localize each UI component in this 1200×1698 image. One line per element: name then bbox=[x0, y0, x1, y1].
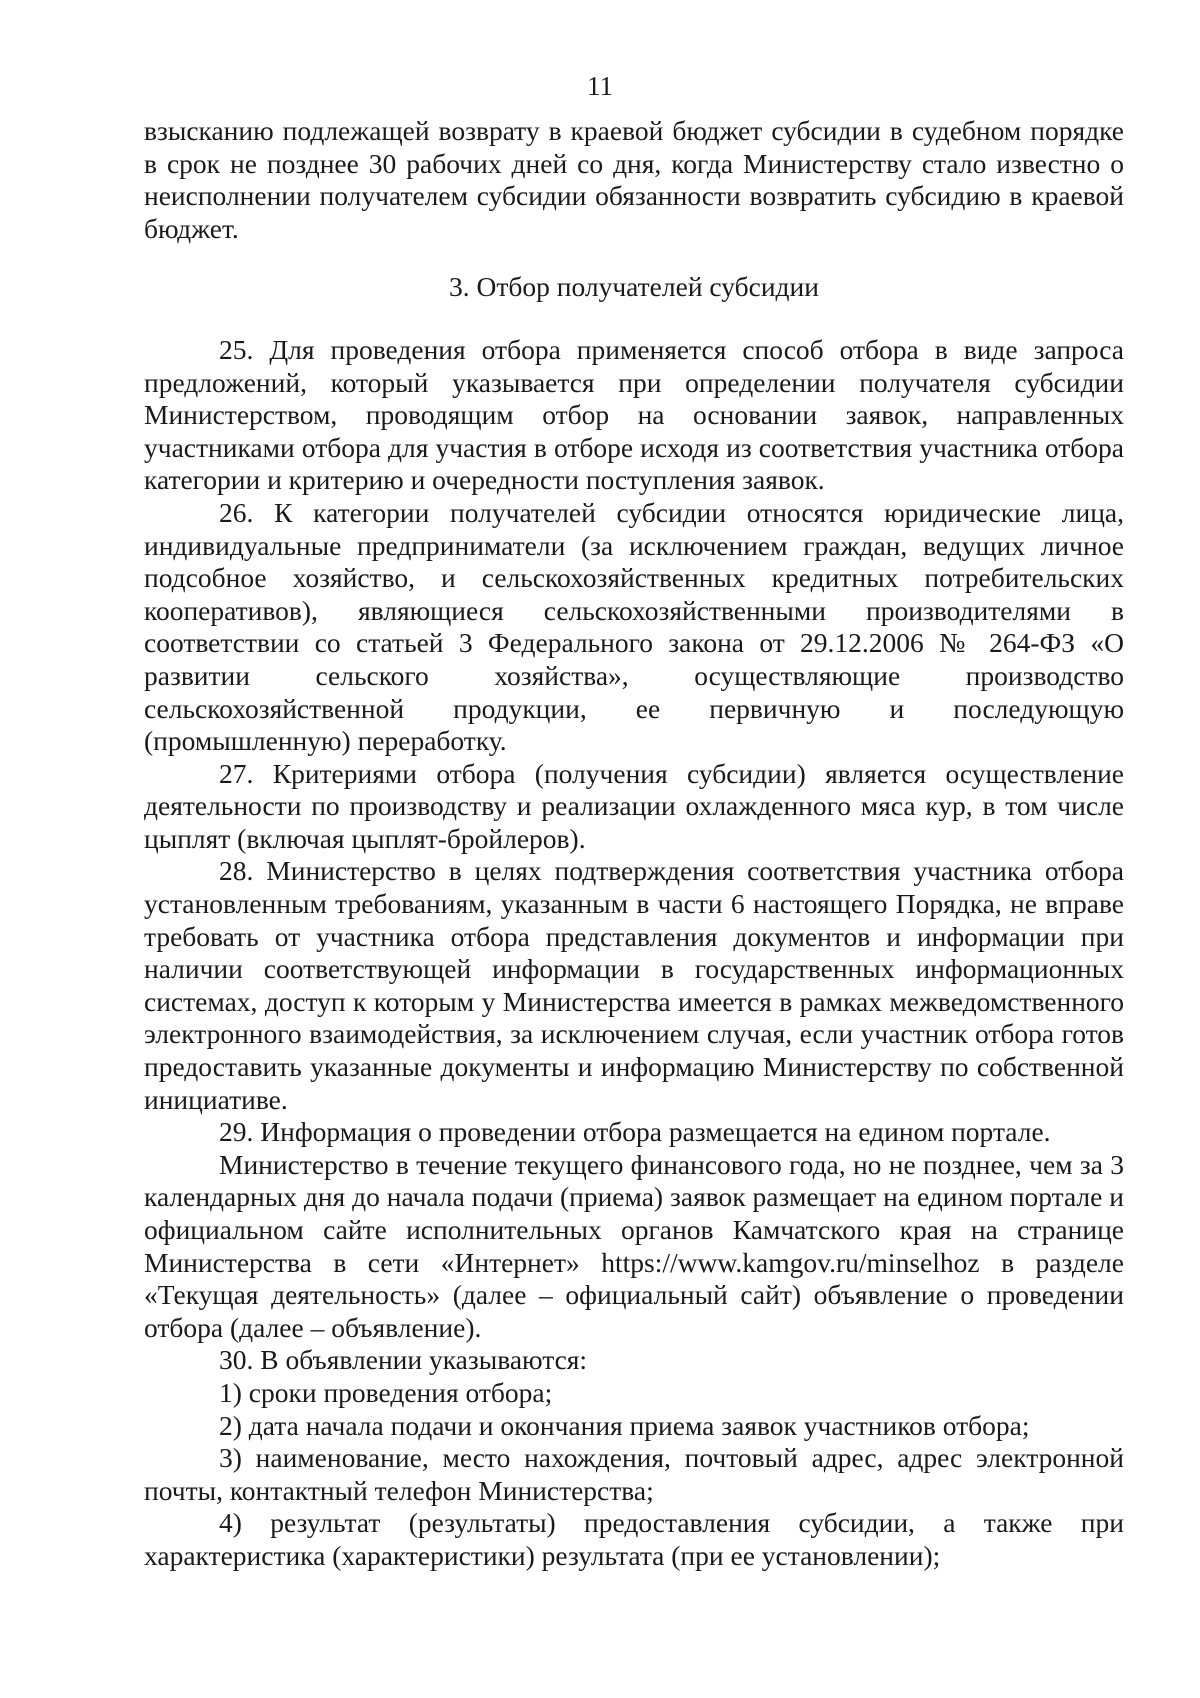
list-item-4: 4) результат (результаты) предоставления субсидии, а также при характеристика (характеристики) результата (при ее установлении); bbox=[144, 1507, 1124, 1571]
list-item-1: 1) сроки проведения отбора; bbox=[219, 1376, 553, 1408]
section-heading: 3. Отбор получателей субсидии bbox=[449, 271, 819, 303]
paragraph-26: 26. К категории получателей субсидии относятся юридические лица, индивидуальные предприниматели (за исключением граждан, ведущих личное подсобное хозяйство, и сельскохозяйственных кредитных потребительских кооперативов), являющиеся сельскохозяйственными производителями в соответствии со статьей 3 Федерального закона от 29.12.2006 № 264-ФЗ «О развитии сельского хозяйства», осуществляющие производство сельскохозяйственной продукции, ее первичную и последующую (промышленную) переработку. bbox=[144, 496, 1124, 757]
paragraph-30: 30. В объявлении указываются: bbox=[219, 1344, 588, 1376]
paragraph-29-announcement: Министерство в течение текущего финансового года, но не позднее, чем за 3 календарных дня до начала подачи (приема) заявок размещает на едином портале и официальном сайте исполнительных органов Камчатского края на странице Министерства в сети «Интернет» https://www.kamgov.ru/minselhoz в разделе «Текущая деятельность» (далее – официальный сайт) объявление о проведении отбора (далее – объявление). bbox=[144, 1148, 1124, 1343]
list-item-3: 3) наименование, место нахождения, почтовый адрес, адрес электронной почты, контактный телефон Министерства; bbox=[144, 1442, 1124, 1506]
paragraph-29: 29. Информация о проведении отбора размещается на едином портале. bbox=[219, 1116, 1051, 1148]
document-body bbox=[144, 115, 1124, 1573]
paragraph-28: 28. Министерство в целях подтверждения соответствия участника отбора установленным требованиям, указанным в части 6 настоящего Порядка, не вправе требовать от участника отбора представления документов и информации при наличии соответствующей информации в государственных информационных системах, доступ к которым у Министерства имеется в рамках межведомственного электронного взаимодействия, за исключением случая, если участник отбора готов предоставить указанные документы и информацию Министерству по собственной инициативе. bbox=[144, 855, 1124, 1115]
paragraph-25: 25. Для проведения отбора применяется способ отбора в виде запроса предложений, который указывается при определении получателя субсидии Министерством, проводящим отбор на основании заявок, направленных участниками отбора для участия в отборе исходя из соответствия участника отбора категории и критерию и очередности поступления заявок. bbox=[144, 333, 1124, 496]
page-number: 11 bbox=[587, 71, 613, 101]
paragraph-continuation: взысканию подлежащей возврату в краевой бюджет субсидии в судебном порядке в срок не позднее 30 рабочих дней со дня, когда Министерству стало известно о неисполнении получателем субсидии обязанности возвратить субсидию в краевой бюджет. bbox=[144, 115, 1124, 244]
paragraph-27: 27. Критериями отбора (получения субсидии) является осуществление деятельности по производству и реализации охлажденного мяса кур, в том числе цыплят (включая цыплят-бройлеров). bbox=[144, 757, 1124, 854]
list-item-2: 2) дата начала подачи и окончания приема заявок участников отбора; bbox=[219, 1409, 1030, 1441]
